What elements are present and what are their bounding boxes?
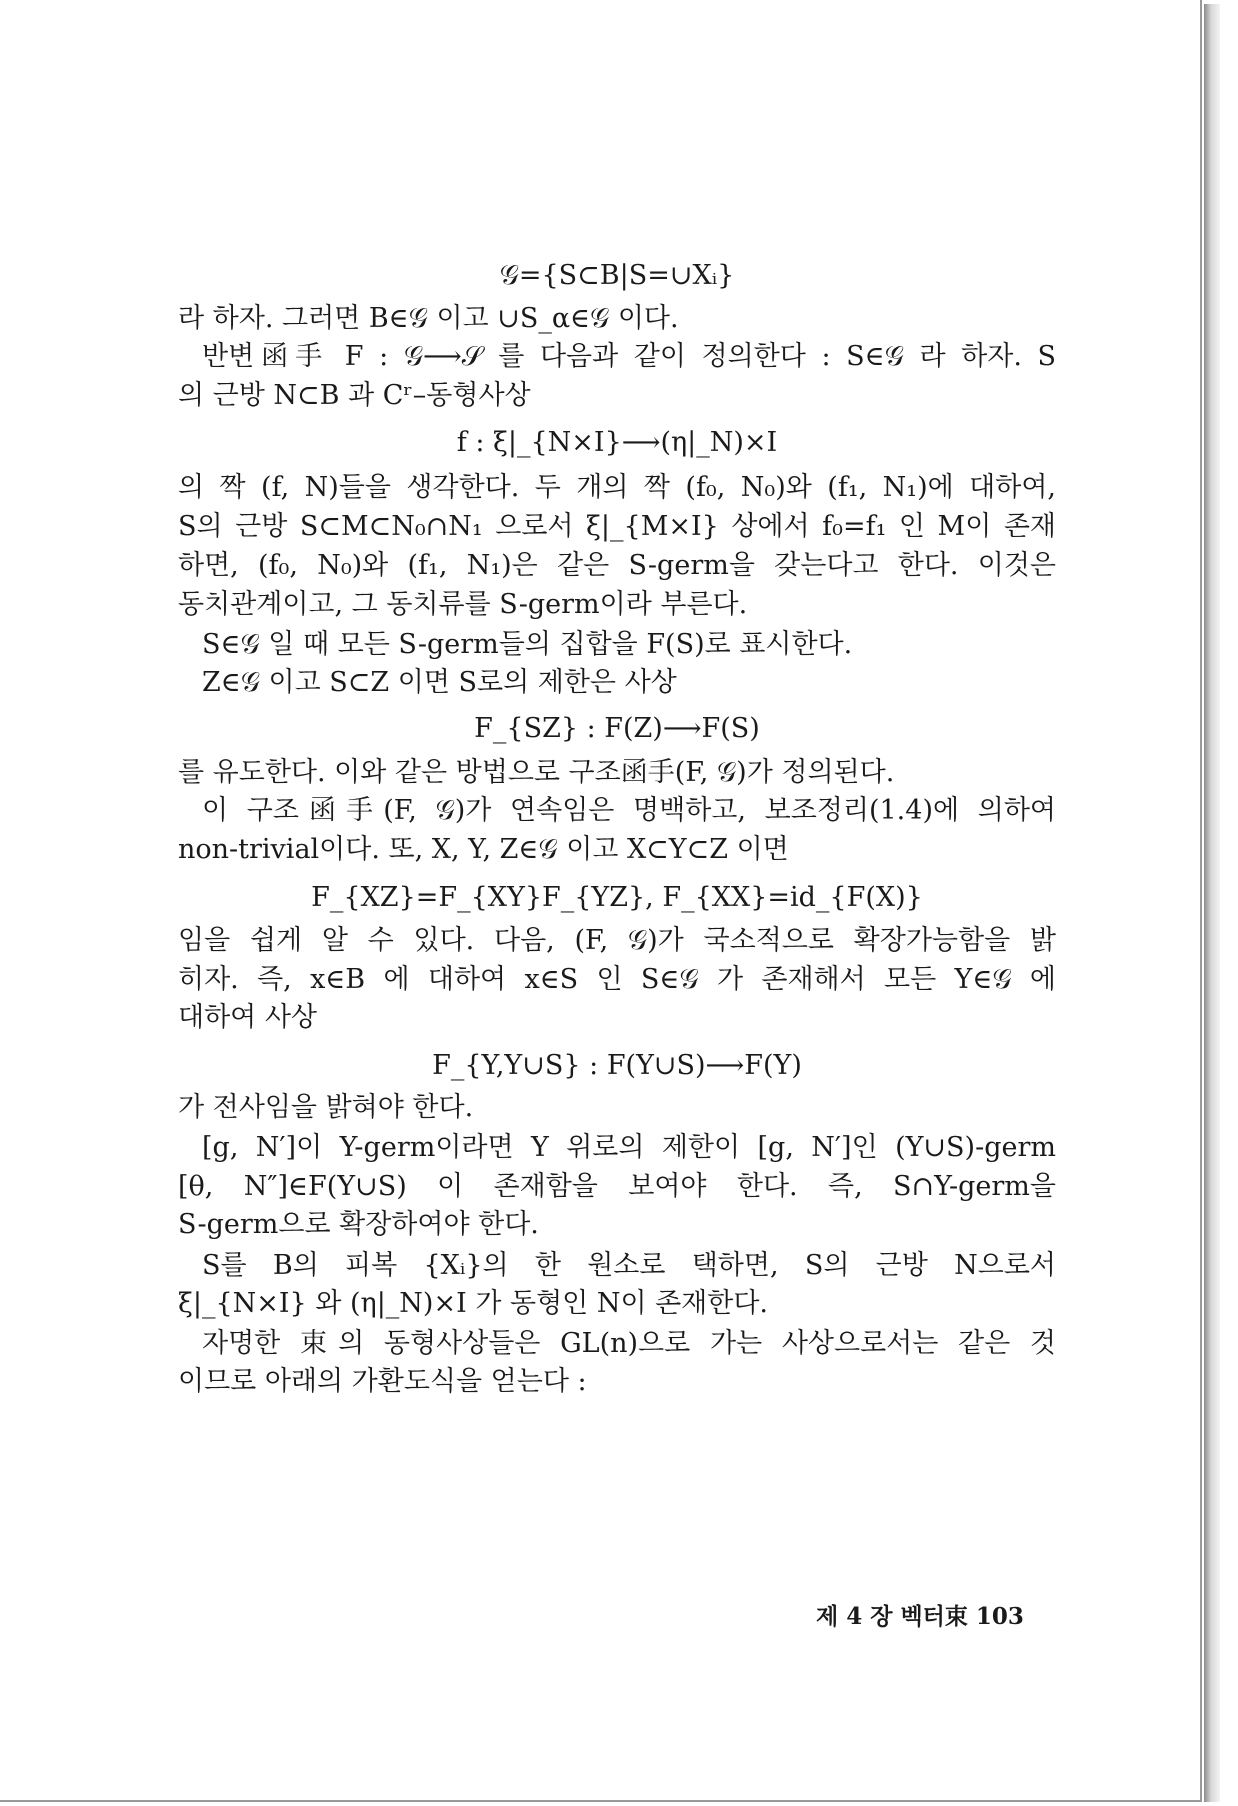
text-line: S∈𝒢 일 때 모든 S-germ들의 집합을 F(S)로 표시한다.: [202, 629, 853, 660]
text-line: S를 B의 피복 {Xᵢ}의 한 원소로 택하면, S의 근방 N으로서: [202, 1250, 1056, 1281]
text-line: [θ, N″]∈F(Y∪S) 이 존재함을 보여야 한다. 즉, S∩Y-germ을: [178, 1171, 1056, 1202]
text-line: 이므로 아래의 가환도식을 얻는다 :: [178, 1366, 587, 1397]
text-line: 자명한 束의 동형사상들은 GL(n)으로 가는 사상으로서는 같은 것: [202, 1328, 1056, 1359]
text-line: S의 근방 S⊂M⊂N₀∩N₁ 으로서 ξ|_{M×I} 상에서 f₀=f₁ 인 M이 존재: [178, 511, 1056, 542]
text-line: 하면, (f₀, N₀)와 (f₁, N₁)은 같은 S-germ을 갖는다고 한다. 이것은: [178, 550, 1056, 581]
text-line: 임을 쉽게 알 수 있다. 다음, (F, 𝒢)가 국소적으로 확장가능함을 밝: [178, 925, 1056, 956]
display-formula: 𝒢={S⊂B|S=∪Xᵢ}: [499, 260, 735, 291]
display-formula: f : ξ|_{N×I}⟶(η|_N)×I: [456, 427, 778, 458]
text-line: S-germ으로 확장하여야 한다.: [178, 1209, 539, 1240]
text-line: 를 유도한다. 이와 같은 방법으로 구조函手(F, 𝒢)가 정의된다.: [178, 757, 895, 788]
text-line: 이 구조函手(F, 𝒢)가 연속임은 명백하고, 보조정리(1.4)에 의하여: [202, 795, 1056, 826]
text-line: 히자. 즉, x∈B 에 대하여 x∈S 인 S∈𝒢 가 존재해서 모든 Y∈𝒢 에: [178, 964, 1056, 995]
text-line: non-trivial이다. 또, X, Y, Z∈𝒢 이고 X⊂Y⊂Z 이면: [178, 834, 789, 865]
running-footer: 제 4 장 벡터束 103: [816, 1603, 1024, 1630]
display-formula: F_{SZ} : F(Z)⟶F(S): [474, 713, 760, 744]
text-line: 의 짝 (f, N)들을 생각한다. 두 개의 짝 (f₀, N₀)와 (f₁, N₁)에 대하여,: [178, 472, 1056, 503]
text-line: 가 전사임을 밝혀야 한다.: [178, 1092, 474, 1123]
text-line: Z∈𝒢 이고 S⊂Z 이면 S로의 제한은 사상: [202, 667, 677, 698]
text-line: ξ|_{N×I} 와 (η|_N)×I 가 동형인 N이 존재한다.: [178, 1288, 769, 1319]
page-edge-shadow: [1204, 4, 1220, 1802]
text-line: 동치관계이고, 그 동치류를 S-germ이라 부른다.: [178, 589, 748, 620]
text-line: 반변函手 F : 𝒢⟶𝒮 를 다음과 같이 정의한다 : S∈𝒢 라 하자. S: [202, 341, 1056, 372]
text-line: [g, N′]이 Y-germ이라면 Y 위로의 제한이 [g, N′]인 (Y∪S)-germ: [202, 1132, 1056, 1163]
text-line: 의 근방 N⊂B 과 Cʳ–동형사상: [178, 380, 531, 411]
text-line: 라 하자. 그러면 B∈𝒢 이고 ∪S_α∈𝒢 이다.: [178, 303, 679, 334]
text-line: 대하여 사상: [178, 1002, 317, 1033]
display-formula: F_{Y,Y∪S} : F(Y∪S)⟶F(Y): [432, 1050, 802, 1081]
display-formula: F_{XZ}=F_{XY}F_{YZ}, F_{XX}=id_{F(X)}: [311, 882, 923, 913]
